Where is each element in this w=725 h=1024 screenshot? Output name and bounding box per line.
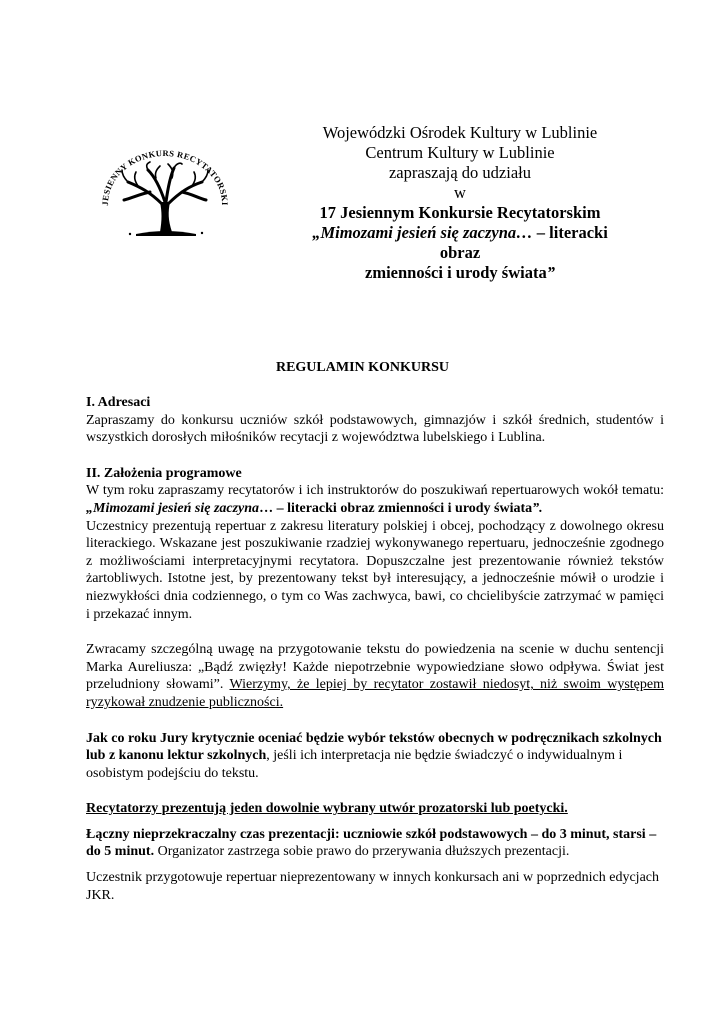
- contest-theme-italic: „Mimozami jesień się zaczyna…: [312, 223, 533, 242]
- section-2-theme-italic: „Mimozami jesień się zaczyna: [86, 500, 260, 516]
- section-2-intro: [86, 482, 664, 517]
- preposition-line: w: [454, 183, 466, 202]
- contest-theme-line-1: [300, 223, 620, 263]
- contest-logo: [100, 142, 230, 242]
- organizer-line-2: Centrum Kultury w Lublinie: [365, 143, 555, 162]
- section-2-intro-text: W tym roku zapraszamy recytatorów i ich instruktorów do poszukiwań repertuarowych wokół tematu:: [86, 483, 664, 499]
- section-2-body: Uczestnicy prezentują repertuar z zakresu literatury polskiej i obcej, pochodzący z dowolnego okresu literackiego. Wskazane jest poszukiwanie rzadziej wykonywanego repertuaru, jednocześnie zgodnego z możliwościami interpretacyjnymi recytatora. Dopuszczalne jest prezentowanie również tekstów żartobliwych. Istotne jest, by prezentowany tekst był interesujący, a jednocześnie mówił o urodzie i niezwykłości dnia codziennego, o tym co Was zachwyca, bawi, co chcielibyście zatrzymać w pamięci i przekazać innym.: [86, 518, 664, 622]
- organizer-line-1: Wojewódzki Ośrodek Kultury w Lublinie: [322, 123, 598, 142]
- invite-line: zapraszają do udziału: [388, 163, 531, 182]
- contest-theme-rest: – literacki obraz: [439, 223, 608, 262]
- time-limit-rest: Organizator zastrzega sobie prawo do przerywania dłuższych prezentacji.: [154, 844, 570, 860]
- aurelius-paragraph: [86, 641, 664, 711]
- section-1-heading: I. Adresaci: [86, 395, 151, 410]
- logo-arc-text: JESIENNY KONKURS RECYTATORSKI: [100, 147, 230, 206]
- section-2-theme-end: ”.: [532, 500, 543, 516]
- invitation-header: [300, 123, 620, 283]
- one-piece-rule: Recytatorzy prezentują jeden dowolnie wybrany utwór prozatorski lub poetycki.: [86, 801, 568, 817]
- repertoire-paragraph: Uczestnik przygotowuje repertuar nieprezentowany w innych konkursach ani w poprzednich edycjach JKR.: [86, 870, 660, 903]
- contest-theme-quote: ”: [546, 263, 555, 282]
- contest-name: 17 Jesiennym Konkursie Recytatorskim: [319, 203, 601, 222]
- section-2-theme-rest: … – literacki obraz zmienności i urody świata: [259, 500, 533, 516]
- jury-bold: Jak co roku Jury krytycznie oceniać będzie wybór tekstów obecnych w podręcznikach szkolnych lub z kanonu lektur szkolnych: [86, 730, 662, 764]
- tree-icon: [100, 142, 230, 242]
- aurelius-text: Zwracamy szczególną uwagę na przygotowanie tekstu do powiedzenia na scenie w duchu sentencji Marka Aureliusza: „Bądź zwięzły! Każde niepotrzebnie wypowiedziane słowo odpływa. Świat jest przeludniony słowami”.: [86, 642, 664, 693]
- svg-text:JESIENNY KONKURS RECYTATORSKI: [100, 148, 230, 206]
- contest-theme-line-2: [300, 263, 620, 283]
- section-2-heading: II. Założenia programowe: [86, 465, 242, 481]
- time-limit-bold: Łączny nieprzekraczalny czas prezentacji: uczniowie szkół podstawowych – do 3 minut, starsi – do 5 minut.: [86, 826, 657, 860]
- regulations-title: REGULAMIN KONKURSU: [275, 360, 450, 375]
- section-1-text: Zapraszamy do konkursu uczniów szkół podstawowych, gimnazjów i szkół średnich, studentów i wszystkich dorosłych miłośników recytacji z województwa lubelskiego i Lublina.: [86, 412, 664, 446]
- jury-rest: , jeśli ich interpretacja nie będzie świadczyć o indywidualnym i osobistym podejściu do tekstu.: [86, 748, 623, 781]
- regulations-body: [86, 394, 664, 904]
- jury-paragraph: [86, 730, 664, 783]
- aurelius-underlined: Wierzymy, że lepiej by recytator zostawił niedosyt, niż swoim występem ryzykował znudzenie publiczności.: [86, 677, 665, 710]
- contest-theme-end: zmienności i urody świata: [365, 263, 547, 282]
- time-limit-paragraph: [86, 826, 664, 861]
